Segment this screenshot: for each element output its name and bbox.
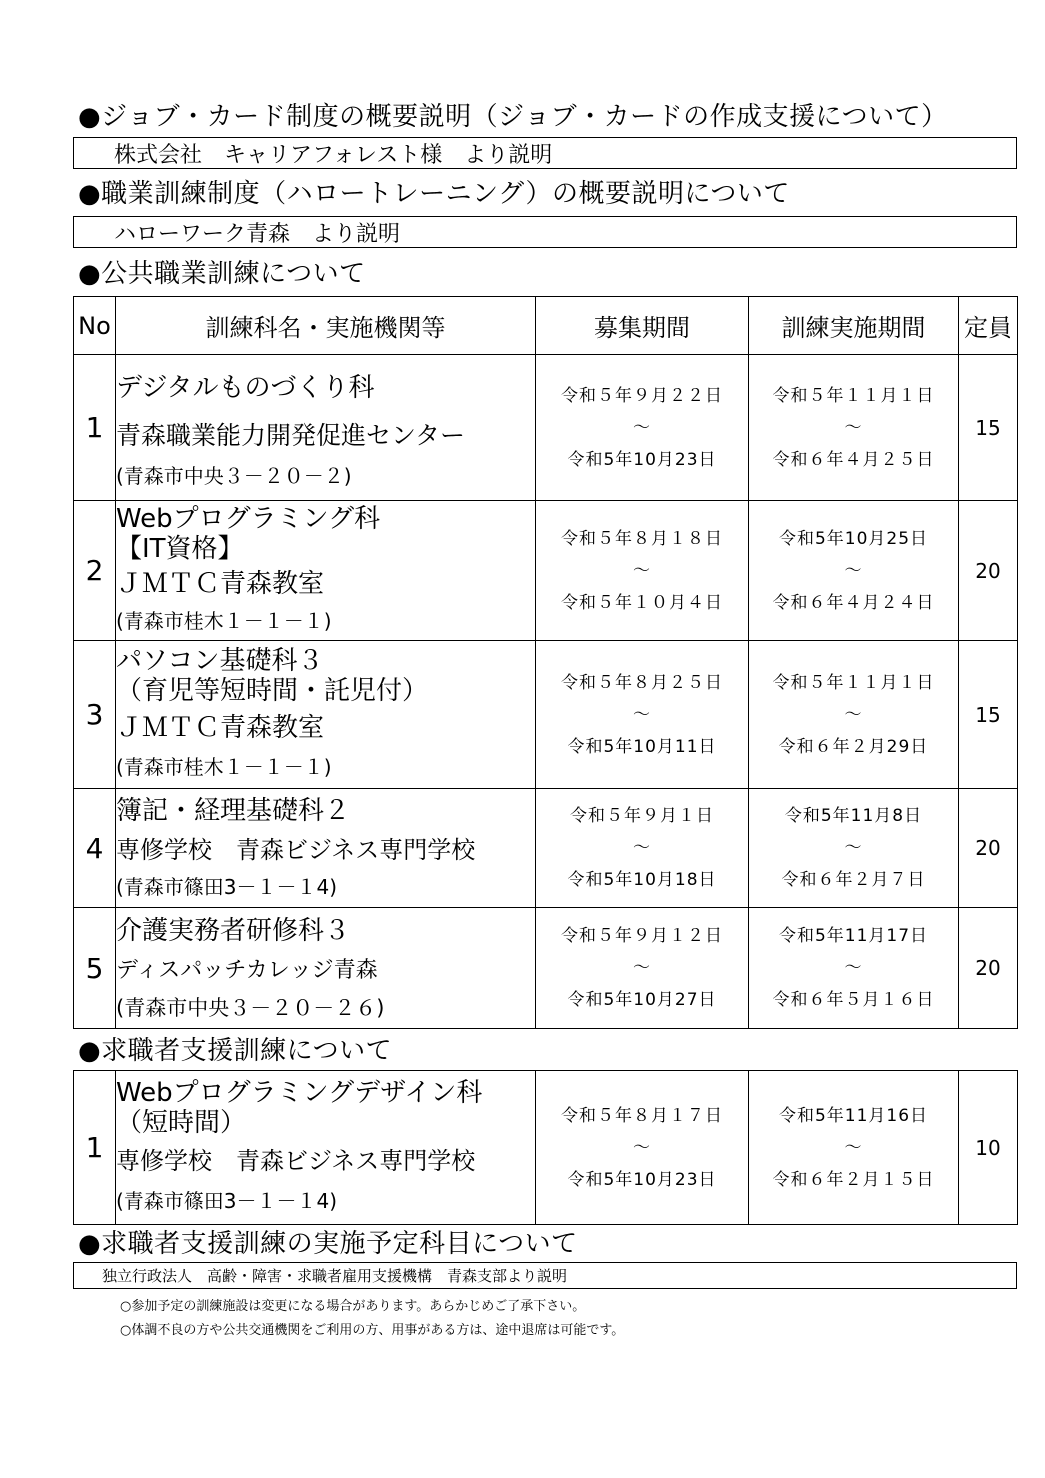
course-name: Webプログラミングデザイン科: [116, 1077, 483, 1108]
course-institution: ディスパッチカレッジ青森: [116, 958, 378, 983]
recruit-start: 令和５年９月２２日: [561, 385, 723, 406]
recruit-separator: ～: [633, 838, 651, 858]
public-training-table: [73, 296, 1018, 1029]
course-cell: [116, 1071, 536, 1225]
job-card-explainer: 株式会社 キャリアフォレスト様 より説明: [114, 142, 553, 168]
course-cell: [116, 501, 536, 641]
course-address: (青森市桂木１－１－１): [116, 608, 332, 633]
row-number: 1: [74, 355, 116, 501]
capacity-cell: 15: [959, 641, 1018, 789]
recruit-start: 令和５年８月１８日: [561, 528, 723, 549]
course-name-sub: 【IT資格】: [116, 533, 244, 564]
planned-subjects-heading: ●求職者支援訓練の実施予定科目について: [78, 1229, 578, 1259]
course-address: (青森市篠田3－１－１4): [116, 875, 338, 899]
course-name: 介護実務者研修科３: [116, 916, 351, 946]
table-row: [74, 501, 1018, 641]
course-cell: [116, 789, 536, 908]
course-address: (青森市中央３－２０－２): [116, 463, 352, 488]
capacity-cell: 20: [959, 789, 1018, 908]
recruit-separator: ～: [633, 560, 651, 581]
period-separator: ～: [844, 560, 863, 581]
table-row: [74, 1071, 1018, 1225]
period-end: 令和６年２月７日: [781, 870, 926, 890]
period-start: 令和5年10月25日: [778, 528, 929, 549]
table-header-row: [74, 297, 1018, 355]
course-institution: 専修学校 青森ビジネス専門学校: [116, 836, 476, 864]
note-facility-change: ○参加予定の訓練施設は変更になる場合があります。あらかじめご了承下さい。: [120, 1299, 586, 1314]
period-end: 令和６年２月１５日: [772, 1169, 935, 1190]
period-end: 令和６年４月２５日: [772, 449, 935, 470]
table-row: [74, 789, 1018, 908]
header-training-period: 訓練実施期間: [749, 297, 959, 355]
capacity-cell: 20: [959, 908, 1018, 1029]
table-row: [74, 355, 1018, 501]
period-start: 令和5年11月16日: [778, 1105, 929, 1126]
training-period-cell: [749, 789, 959, 908]
job-seeker-training-heading: ●求職者支援訓練について: [78, 1036, 393, 1066]
period-start: 令和５年１１月１日: [772, 385, 935, 406]
row-number: 2: [74, 501, 116, 641]
recruit-end: 令和5年10月11日: [567, 736, 717, 757]
course-cell: [116, 355, 536, 501]
recruit-period-cell: [536, 908, 749, 1029]
row-number: 4: [74, 789, 116, 908]
course-name-sub: （短時間）: [116, 1107, 247, 1138]
recruit-end: 令和５年１０月４日: [561, 592, 723, 613]
recruit-start: 令和５年８月２５日: [561, 672, 723, 693]
course-name-sub: （育児等短時間・託児付）: [116, 675, 429, 706]
course-name: パソコン基礎科３: [116, 645, 324, 676]
period-start: 令和5年11月8日: [784, 806, 923, 826]
period-separator: ～: [844, 417, 863, 438]
recruit-separator: ～: [633, 417, 651, 438]
period-end: 令和６年５月１６日: [772, 990, 935, 1010]
period-separator: ～: [844, 958, 863, 978]
course-institution: ＪＭＴＣ青森教室: [116, 712, 325, 743]
job-card-explainer-box: [73, 137, 1017, 169]
course-institution: ＪＭＴＣ青森教室: [116, 568, 325, 599]
period-separator: ～: [844, 1137, 863, 1158]
hello-training-heading: ●職業訓練制度（ハロートレーニング）の概要説明について: [78, 179, 790, 209]
header-recruit-period: 募集期間: [536, 297, 749, 355]
recruit-separator: ～: [633, 1137, 651, 1158]
course-cell: [116, 908, 536, 1029]
capacity-cell: 10: [959, 1071, 1018, 1225]
period-end: 令和６年４月２４日: [772, 592, 935, 613]
note-early-leave: ○体調不良の方や公共交通機関をご利用の方、用事がある方は、途中退席は可能です。: [120, 1323, 625, 1338]
planned-subjects-explainer-box: [73, 1262, 1017, 1289]
period-start: 令和5年11月17日: [778, 926, 929, 946]
recruit-separator: ～: [633, 958, 651, 978]
training-period-cell: [749, 355, 959, 501]
course-institution: 青森職業能力開発促進センター: [116, 420, 466, 450]
recruit-start: 令和５年９月１日: [570, 806, 714, 826]
capacity-cell: 20: [959, 501, 1018, 641]
recruit-period-cell: [536, 641, 749, 789]
recruit-separator: ～: [633, 704, 651, 725]
course-institution: 専修学校 青森ビジネス専門学校: [116, 1146, 476, 1175]
hello-training-explainer-box: [73, 216, 1017, 248]
course-name: デジタルものづくり科: [116, 372, 375, 403]
training-period-cell: [749, 501, 959, 641]
period-end: 令和６年２月29日: [778, 736, 929, 757]
period-start: 令和５年１１月１日: [772, 672, 935, 693]
table-row: [74, 641, 1018, 789]
course-name: Webプログラミング科: [116, 503, 381, 534]
capacity-cell: 15: [959, 355, 1018, 501]
row-number: 1: [74, 1071, 116, 1225]
training-period-cell: [749, 1071, 959, 1225]
recruit-period-cell: [536, 1071, 749, 1225]
row-number: 3: [74, 641, 116, 789]
training-period-cell: [749, 641, 959, 789]
recruit-period-cell: [536, 501, 749, 641]
recruit-end: 令和5年10月23日: [567, 449, 717, 470]
header-no: No: [74, 297, 116, 355]
training-period-cell: [749, 908, 959, 1029]
job-card-heading: ●ジョブ・カード制度の概要説明（ジョブ・カードの作成支援について）: [78, 102, 948, 132]
recruit-start: 令和５年９月１２日: [561, 926, 723, 946]
recruit-period-cell: [536, 355, 749, 501]
table-row: [74, 908, 1018, 1029]
recruit-period-cell: [536, 789, 749, 908]
public-training-heading: ●公共職業訓練について: [78, 259, 366, 289]
course-cell: [116, 641, 536, 789]
course-address: (青森市篠田3－１－１4): [116, 1188, 338, 1213]
period-separator: ～: [844, 838, 863, 858]
row-number: 5: [74, 908, 116, 1029]
course-address: (青森市中央３－２０－２６): [116, 996, 385, 1020]
header-capacity: 定員: [959, 297, 1018, 355]
job-seeker-training-table: [73, 1070, 1018, 1225]
header-course: 訓練科名・実施機関等: [116, 297, 536, 355]
recruit-end: 令和5年10月27日: [567, 990, 717, 1010]
hello-training-explainer: ハローワーク青森 より説明: [114, 221, 401, 247]
course-address: (青森市桂木１－１－１): [116, 754, 332, 779]
recruit-end: 令和5年10月18日: [567, 870, 717, 890]
recruit-start: 令和５年８月１７日: [561, 1105, 723, 1126]
period-separator: ～: [844, 704, 863, 725]
recruit-end: 令和5年10月23日: [567, 1169, 717, 1190]
course-name: 簿記・経理基礎科２: [116, 796, 351, 826]
planned-subjects-explainer: 独立行政法人 高齢・障害・求職者雇用支援機構 青森支部より説明: [102, 1267, 568, 1285]
